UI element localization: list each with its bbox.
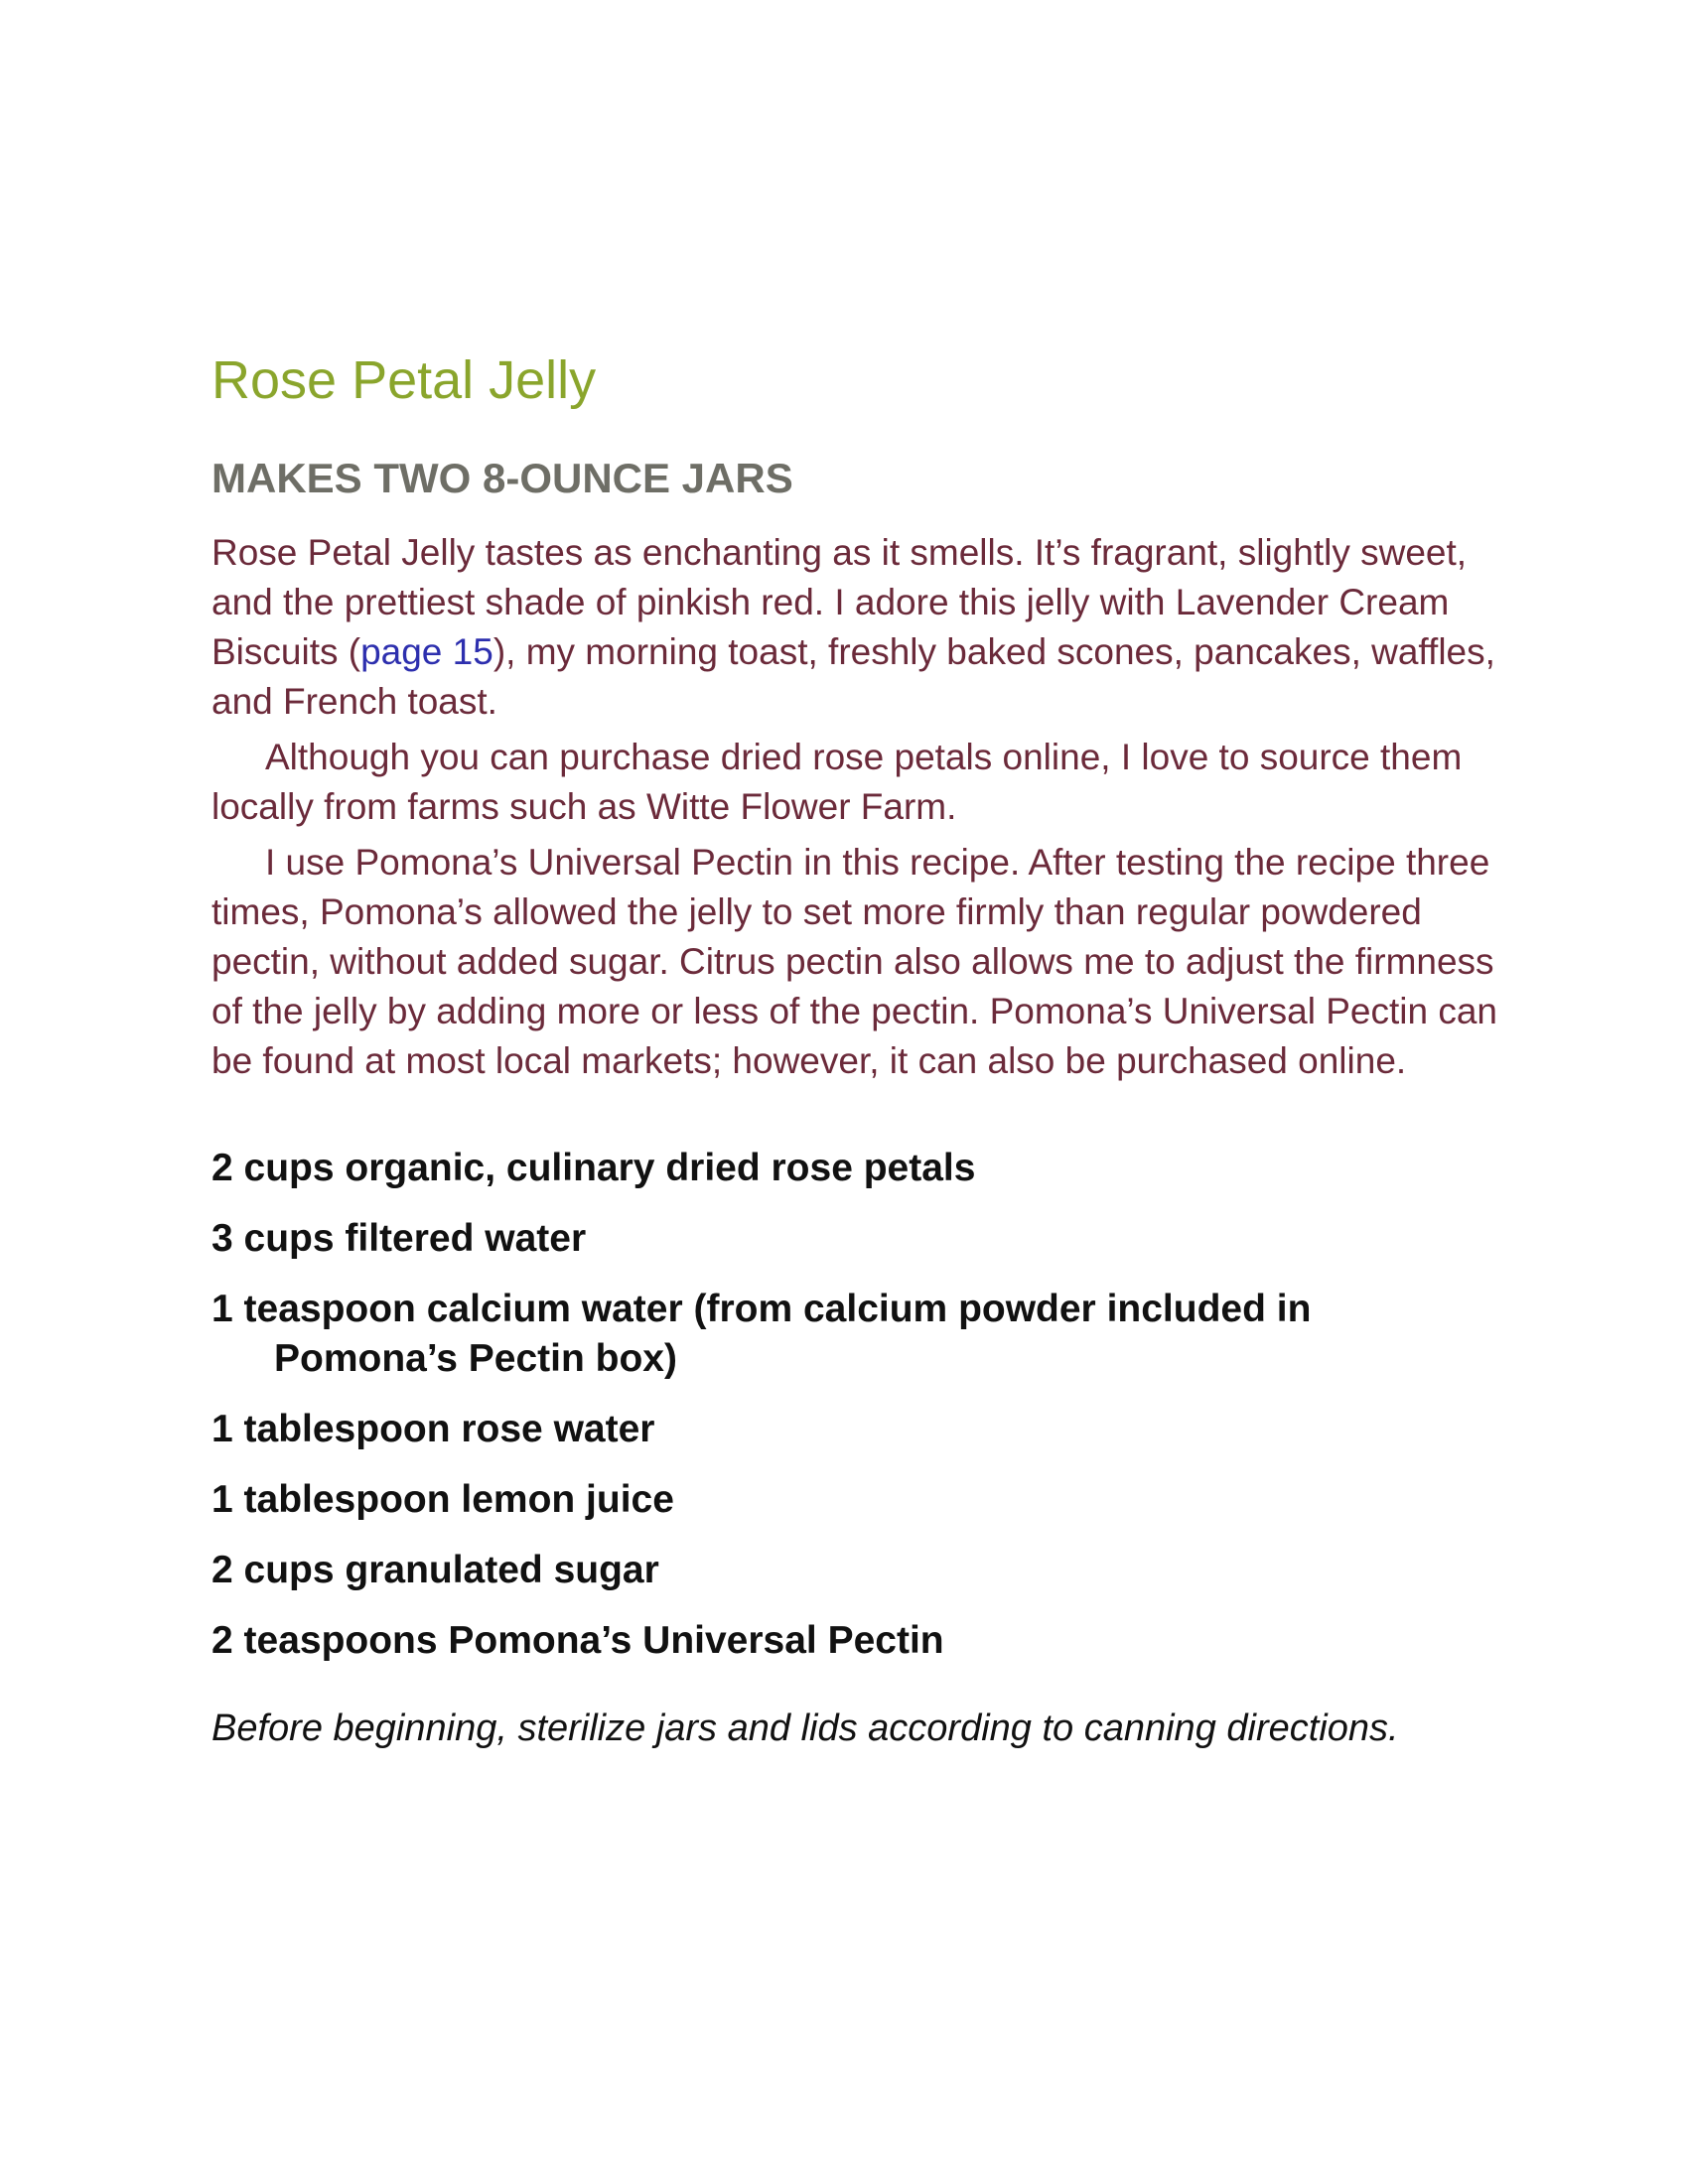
intro-paragraph-3: I use Pomona’s Universal Pectin in this recipe. After testing the recipe three times, Pomona’s allowed the jelly to set more firmly than regular powdered pectin, without added sugar. Citrus pectin also allows me to adjust the firmness of the jelly by adding more or less of the pectin. Pomona’s Universal Pectin can be found at most local markets; however, it can also be purchased online. <box>211 842 1497 1081</box>
intro-text-before-link: Rose Petal Jelly tastes as enchanting as it smells. It’s fragrant, slightly sweet, and the prettiest shade of pinkish red. I adore this jelly with Lavender Cream Biscuits ( <box>211 532 1468 672</box>
preparation-note: Before beginning, sterilize jars and lids according to canning directions. <box>211 1707 1399 1749</box>
ingredient-item: 2 cups organic, culinary dried rose petals <box>211 1147 976 1189</box>
ingredients-list <box>211 1144 1502 1666</box>
ingredient-item: 2 cups granulated sugar <box>211 1549 659 1591</box>
ingredient-item: 3 cups filtered water <box>211 1217 587 1260</box>
recipe-page <box>211 347 1502 1753</box>
ingredient-item: 1 tablespoon rose water <box>211 1408 655 1450</box>
ingredient-item: 2 teaspoons Pomona’s Universal Pectin <box>211 1619 944 1662</box>
ingredient-item: 1 tablespoon lemon juice <box>211 1478 674 1521</box>
recipe-yield: MAKES TWO 8-OUNCE JARS <box>211 455 793 501</box>
recipe-intro <box>211 528 1502 1086</box>
intro-paragraph-2: Although you can purchase dried rose petals online, I love to source them locally from farms such as Witte Flower Farm. <box>211 737 1463 827</box>
intro-paragraph-1 <box>211 528 1502 727</box>
intro-text-after-link: ), my morning toast, freshly baked scones, pancakes, waffles, and French toast. <box>211 631 1495 722</box>
ingredient-item: 1 teaspoon calcium water (from calcium powder included in Pomona’s Pectin box) <box>211 1288 1312 1380</box>
recipe-title: Rose Petal Jelly <box>211 350 597 410</box>
page-reference-link[interactable]: page 15 <box>360 631 493 672</box>
